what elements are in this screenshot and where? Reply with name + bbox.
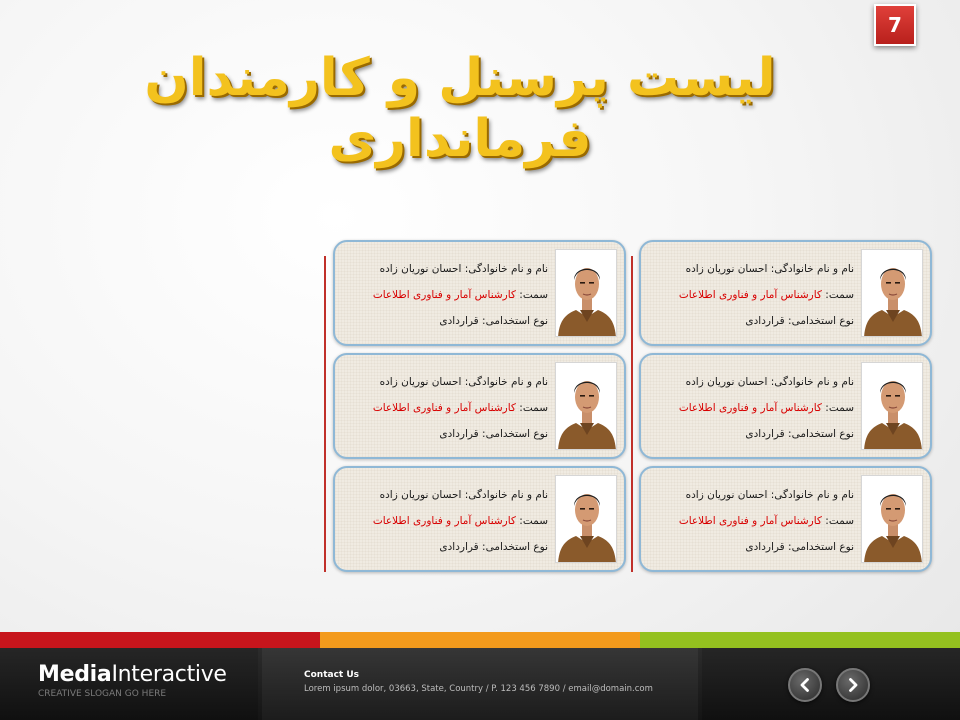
brand-slogan: CREATIVE SLOGAN GO HERE [38, 689, 167, 699]
employee-name-line [343, 369, 548, 395]
chevron-right-icon [845, 677, 861, 693]
employee-photo [555, 362, 617, 450]
role-value: کارشناس آمار و فناوری اطلاعات [372, 402, 516, 414]
role-label: سمت: [519, 289, 548, 301]
person-photo-icon [556, 476, 617, 563]
title-line-1: لیست پرسنل و کارمندان [144, 48, 776, 108]
footer-bar [0, 648, 960, 720]
employee-photo [555, 475, 617, 563]
employee-card [333, 466, 626, 572]
footer-stripe-green [640, 632, 960, 648]
person-photo-icon [862, 363, 923, 450]
next-slide-button[interactable] [836, 668, 870, 702]
employee-name-line [649, 256, 854, 282]
brand-logo [38, 662, 227, 687]
employee-info [649, 256, 854, 334]
prev-slide-button[interactable] [788, 668, 822, 702]
type-value: قراردادی [439, 428, 479, 440]
role-value: کارشناس آمار و فناوری اطلاعات [678, 402, 822, 414]
name-value: احسان نوریان زاده [685, 376, 768, 388]
name-value: احسان نوریان زاده [685, 489, 768, 501]
type-value: قراردادی [745, 315, 785, 327]
employee-role-line [649, 508, 854, 534]
employee-photo [861, 475, 923, 563]
role-value: کارشناس آمار و فناوری اطلاعات [678, 515, 822, 527]
employee-role-line [649, 395, 854, 421]
role-label: سمت: [825, 289, 854, 301]
employee-card [639, 353, 932, 459]
type-label: نوع استخدامی: [788, 541, 854, 553]
column-divider-left [324, 256, 326, 572]
employee-card [333, 240, 626, 346]
type-label: نوع استخدامی: [482, 541, 548, 553]
contact-title: Contact Us [304, 670, 360, 680]
role-label: سمت: [519, 515, 548, 527]
contact-details: Lorem ipsum dolor, 03663, State, Country / P. 123 456 7890 / email@domain.com [304, 684, 653, 694]
employee-name-line [343, 482, 548, 508]
role-value: کارشناس آمار و فناوری اطلاعات [372, 289, 516, 301]
employee-info [343, 256, 548, 334]
role-label: سمت: [825, 515, 854, 527]
role-label: سمت: [519, 402, 548, 414]
name-value: احسان نوریان زاده [379, 263, 462, 275]
footer-stripe-orange [320, 632, 640, 648]
employee-info [649, 482, 854, 560]
employee-photo [861, 249, 923, 337]
person-photo-icon [556, 250, 617, 337]
employee-type-line [649, 421, 854, 447]
employee-type-line [649, 308, 854, 334]
footer-panel-nav [702, 648, 960, 720]
type-value: قراردادی [745, 541, 785, 553]
name-value: احسان نوریان زاده [379, 376, 462, 388]
role-label: سمت: [825, 402, 854, 414]
employee-type-line [343, 308, 548, 334]
employee-info [343, 482, 548, 560]
person-photo-icon [556, 363, 617, 450]
name-label: نام و نام خانوادگی: [770, 263, 854, 275]
type-value: قراردادی [439, 541, 479, 553]
role-value: کارشناس آمار و فناوری اطلاعات [372, 515, 516, 527]
brand-light: Interactive [111, 662, 227, 687]
employee-type-line [343, 534, 548, 560]
employee-photo [555, 249, 617, 337]
page-number-badge: 7 [874, 4, 916, 46]
footer-stripe-red [0, 632, 320, 648]
type-value: قراردادی [745, 428, 785, 440]
column-divider-right [631, 256, 633, 572]
employee-role-line [343, 282, 548, 308]
employee-role-line [649, 282, 854, 308]
type-label: نوع استخدامی: [482, 315, 548, 327]
name-label: نام و نام خانوادگی: [770, 489, 854, 501]
employee-role-line [343, 508, 548, 534]
employee-type-line [343, 421, 548, 447]
employee-name-line [343, 256, 548, 282]
type-label: نوع استخدامی: [788, 315, 854, 327]
name-label: نام و نام خانوادگی: [770, 376, 854, 388]
person-photo-icon [862, 250, 923, 337]
title-line-2: فرمانداری [328, 109, 592, 170]
name-label: نام و نام خانوادگی: [464, 489, 548, 501]
name-label: نام و نام خانوادگی: [464, 263, 548, 275]
type-label: نوع استخدامی: [788, 428, 854, 440]
employee-info [649, 369, 854, 447]
page-title [120, 48, 800, 171]
type-value: قراردادی [439, 315, 479, 327]
person-photo-icon [862, 476, 923, 563]
employee-role-line [343, 395, 548, 421]
employee-card [333, 353, 626, 459]
chevron-left-icon [797, 677, 813, 693]
name-value: احسان نوریان زاده [685, 263, 768, 275]
name-value: احسان نوریان زاده [379, 489, 462, 501]
employee-card [639, 240, 932, 346]
name-label: نام و نام خانوادگی: [464, 376, 548, 388]
employee-info [343, 369, 548, 447]
type-label: نوع استخدامی: [482, 428, 548, 440]
employee-name-line [649, 369, 854, 395]
employee-type-line [649, 534, 854, 560]
employee-name-line [649, 482, 854, 508]
role-value: کارشناس آمار و فناوری اطلاعات [678, 289, 822, 301]
employee-card [639, 466, 932, 572]
employee-photo [861, 362, 923, 450]
brand-bold: Media [38, 662, 112, 687]
